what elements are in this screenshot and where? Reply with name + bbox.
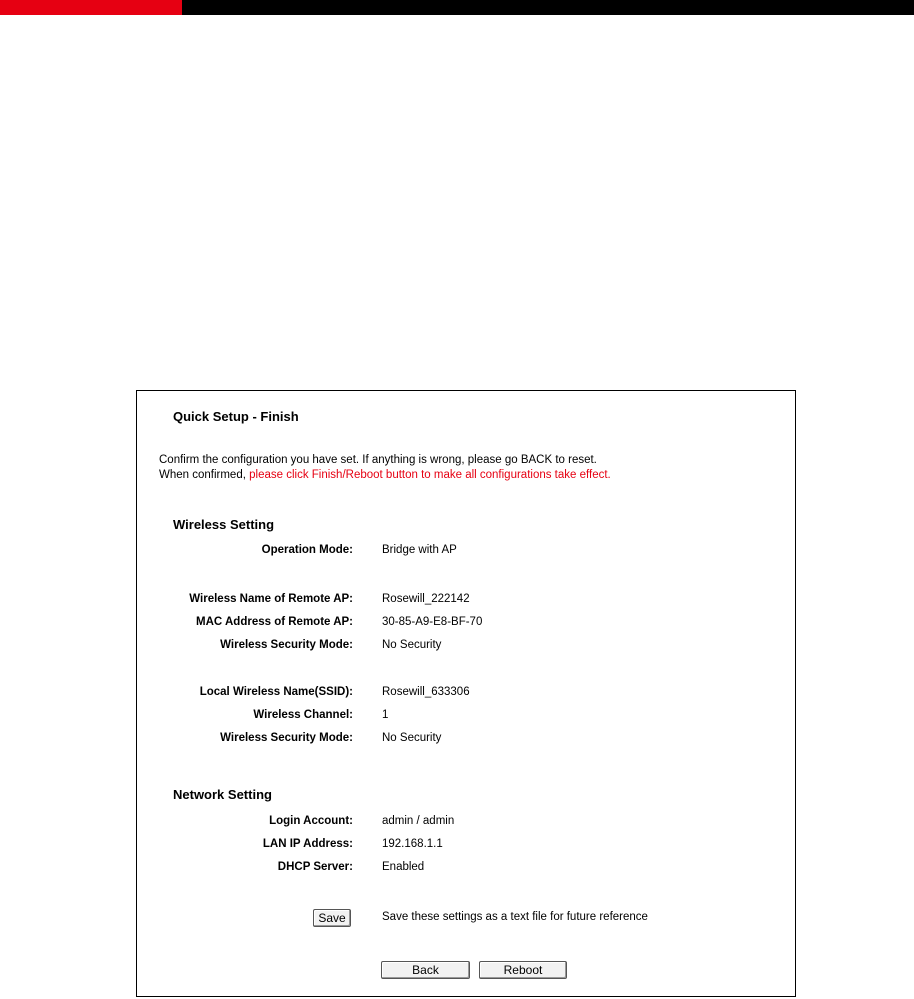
lan-ip-label: LAN IP Address:: [262, 838, 353, 850]
local-ssid-label: Local Wireless Name(SSID):: [199, 686, 353, 698]
local-security-mode-label: Wireless Security Mode:: [220, 732, 353, 744]
local-security-mode-value: No Security: [382, 732, 442, 744]
wireless-setting-heading: Wireless Setting: [173, 517, 275, 532]
login-account-label: Login Account:: [269, 815, 353, 827]
dhcp-server-row: [137, 861, 797, 881]
remote-ap-name-label: Wireless Name of Remote AP:: [189, 593, 353, 605]
login-account-row: [137, 815, 797, 835]
intro-line-2: [159, 468, 611, 483]
intro-line-2-highlight: please click Finish/Reboot button to make all configurations take effect.: [245, 469, 611, 481]
local-security-mode-row: [137, 732, 797, 752]
intro-line-2-prefix: When confirmed,: [159, 469, 246, 481]
dhcp-server-label: DHCP Server:: [277, 861, 353, 873]
intro-line-1: Confirm the configuration you have set. If anything is wrong, please go BACK to reset.: [159, 454, 597, 466]
wireless-channel-label: Wireless Channel:: [253, 709, 353, 721]
login-account-value: admin / admin: [382, 815, 455, 827]
save-button[interactable]: Save: [313, 909, 351, 927]
header-brand-accent: [0, 0, 182, 15]
page-title: Quick Setup - Finish: [173, 409, 299, 424]
wireless-channel-row: [137, 709, 797, 729]
save-description: Save these settings as a text file for future reference: [382, 911, 648, 923]
remote-ap-name-row: [137, 593, 797, 613]
network-setting-heading: Network Setting: [173, 787, 272, 802]
back-button[interactable]: Back: [381, 961, 470, 979]
local-ssid-row: [137, 686, 797, 706]
header-bar: [0, 0, 914, 15]
remote-ap-mac-value: 30-85-A9-E8-BF-70: [382, 616, 483, 628]
operation-mode-label: Operation Mode:: [261, 544, 353, 556]
operation-mode-value: Bridge with AP: [382, 544, 457, 556]
lan-ip-value: 192.168.1.1: [382, 838, 443, 850]
remote-security-mode-row: [137, 639, 797, 659]
remote-ap-mac-label: MAC Address of Remote AP:: [196, 616, 353, 628]
remote-security-mode-value: No Security: [382, 639, 442, 651]
operation-mode-row: [137, 544, 797, 564]
quick-setup-finish-panel: [136, 390, 796, 997]
dhcp-server-value: Enabled: [382, 861, 425, 873]
intro-text: [159, 453, 611, 483]
wireless-channel-value: 1: [382, 709, 389, 721]
lan-ip-row: [137, 838, 797, 858]
remote-ap-name-value: Rosewill_222142: [382, 593, 470, 605]
remote-security-mode-label: Wireless Security Mode:: [220, 639, 353, 651]
local-ssid-value: Rosewill_633306: [382, 686, 470, 698]
remote-ap-mac-row: [137, 616, 797, 636]
reboot-button[interactable]: Reboot: [479, 961, 567, 979]
